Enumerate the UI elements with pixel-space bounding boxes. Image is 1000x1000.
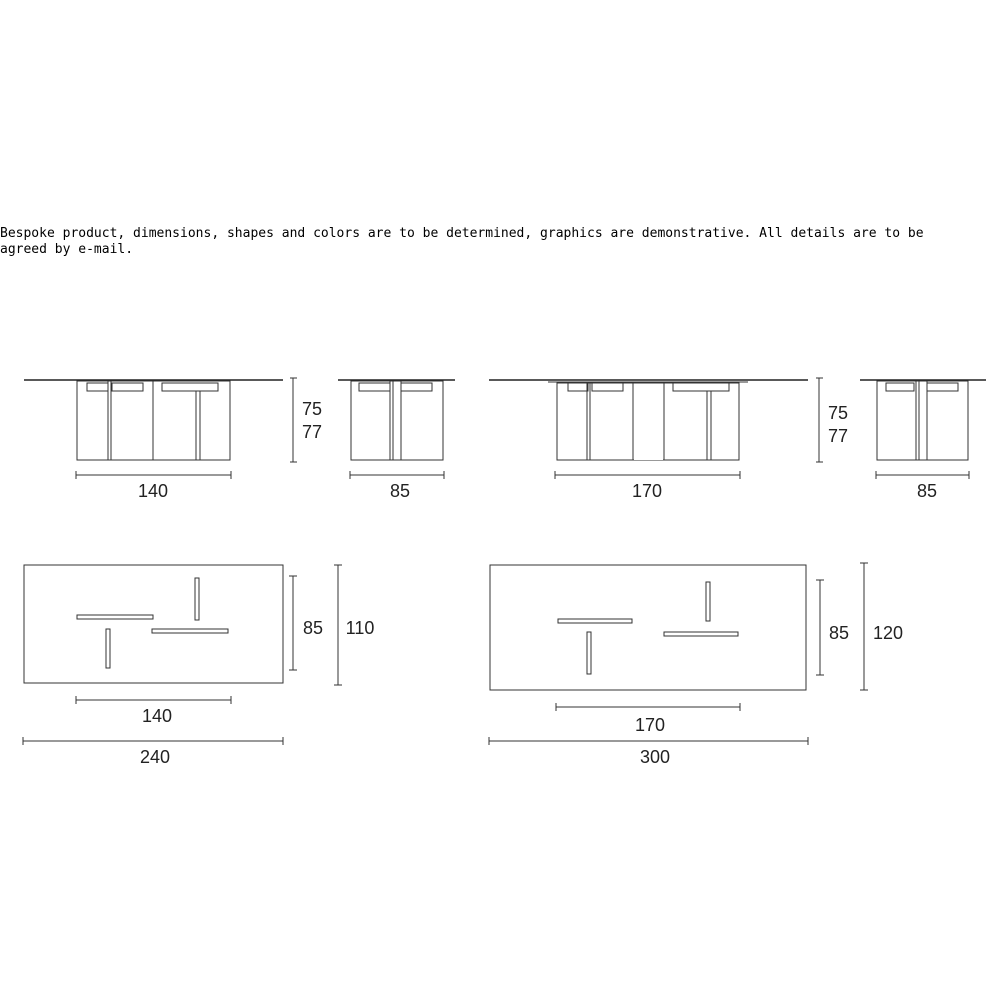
front-large-width-label: 170	[631, 481, 663, 501]
top-large-top-depth-label: 120	[872, 623, 904, 643]
front-view-large-table	[489, 378, 823, 479]
side-view-small-table	[338, 380, 455, 479]
front-view-small-table	[24, 378, 297, 479]
side-small-depth-label: 85	[389, 481, 411, 501]
front-large-height-a-label: 75	[827, 403, 849, 423]
top-view-large-table	[489, 563, 868, 745]
front-large-height-b-label: 77	[827, 426, 849, 446]
top-view-small-table	[23, 565, 342, 745]
top-large-top-width-label: 300	[639, 747, 671, 767]
side-view-large-table	[860, 380, 986, 479]
top-small-base-width-label: 140	[141, 706, 173, 726]
top-large-base-width-label: 170	[634, 715, 666, 735]
front-small-height-b-label: 77	[301, 422, 323, 442]
top-small-base-depth-label: 85	[302, 618, 324, 638]
top-large-base-depth-label: 85	[828, 623, 850, 643]
front-small-height-a-label: 75	[301, 399, 323, 419]
front-small-width-label: 140	[137, 481, 169, 501]
top-small-top-depth-label: 110	[345, 618, 375, 638]
top-small-top-width-label: 240	[139, 747, 171, 767]
disclaimer-text: Bespoke product, dimensions, shapes and colors are to be determined, graphics are demonstrative. All details are to be agreed by e-mail.	[0, 226, 924, 257]
side-large-depth-label: 85	[916, 481, 938, 501]
